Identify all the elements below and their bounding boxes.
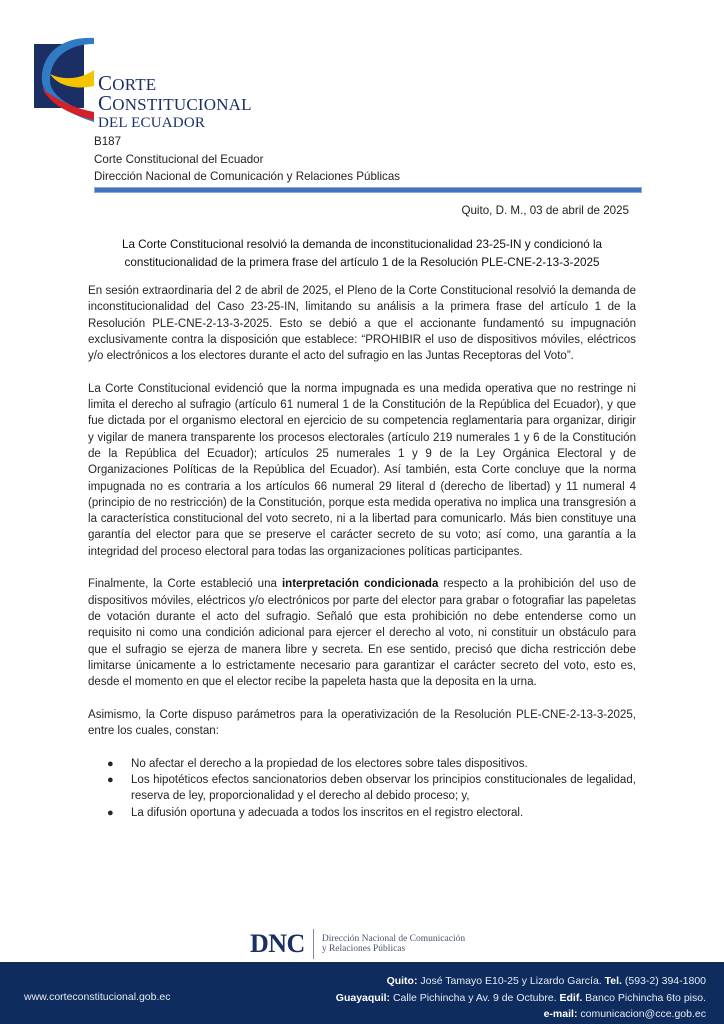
bullet-icon: ● <box>107 773 114 786</box>
paragraph-2: La Corte Constitucional evidenció que la norma impugnada es una medida operativa que no restringe ni limita el derecho al sufragio (artículo 61 numeral 1 de la Constitución de la República del Ecuador), y que fue dictada por el organismo electoral en ejercicio de su competencia reglamentaria para organizar, dirigir y vigilar de manera transparente los procesos electorales (artículo 219 numerales 1 y 6 de la Constitución de la República del Ecuador); artículos 25 numerales 1 y 9 de la Ley Orgánica Electoral y de Organizaciones Políticas de la República del Ecuador). Así también, esta Corte concluye que la norma impugnada no es contraria a los artículos 66 numeral 29 literal d (derecho de libertad) y 11 numeral 4 (principio de no restricción) de la Constitución, porque esta medida operativa no implica una transgresión a la característica constitucional del voto secreto, ni a la libertad para comunicarlo. Más bien constituye una garantía del elector para que se preserve el carácter secreto de su voto; así como, una garantía a la integridad del proceso electoral para todas las organizaciones políticas participantes. <box>88 382 636 558</box>
list-item: ● No afectar el derecho a la propiedad de los electores sobre tales dispositivos. <box>88 756 636 772</box>
bullet-icon: ● <box>107 806 114 819</box>
dnc-logo <box>250 928 465 960</box>
dnc-mark: DNC <box>250 929 305 958</box>
page-footer <box>0 962 724 1024</box>
logo-wordmark: CORTE CONSTITUCIONAL DEL ECUADOR <box>98 71 252 131</box>
document-header <box>94 133 400 186</box>
bulletin-code: B187 <box>94 135 122 148</box>
bullet-icon: ● <box>107 757 114 770</box>
header-divider <box>94 187 642 193</box>
institution-name: Corte Constitucional del Ecuador <box>94 152 264 166</box>
website-link[interactable]: www.corteconstitucional.gob.ec <box>24 991 171 1003</box>
press-release-body <box>88 283 636 821</box>
list-item: ● Los hipotéticos efectos sancionatorios deben observar los principios constitucionales de legalidad, reserva de ley, proporcionalidad y el derecho al debido proceso; y, <box>107 773 636 803</box>
guayaquil-address: Guayaquil: Calle Pichincha y Av. 9 de Octubre. Edif. Banco Pichincha 6to piso. <box>335 991 706 1004</box>
paragraph-4: Asimismo, la Corte dispuso parámetros para la operativización de la Resolución PLE-CNE-2-13-3-2025, entre los cuales, constan: <box>88 708 636 738</box>
quito-address: Quito: José Tamayo E10-25 y Lizardo García. Tel. (593-2) 394-1800 <box>386 975 706 987</box>
cce-emblem-icon <box>32 34 96 124</box>
parameters-list <box>88 756 636 821</box>
list-item: ● La difusión oportuna y adecuada a todos los inscritos en el registro electoral. <box>88 805 636 821</box>
emphasis-interpretacion: interpretación condicionada <box>281 578 439 591</box>
paragraph-1: En sesión extraordinaria del 2 de abril de 2025, el Pleno de la Corte Constitucional resolvió la demanda de inconstitucionalidad del Caso 23-25-IN, limitando su análisis a la primera frase del artículo 1 de la Resolución PLE-CNE-2-13-3-2025. Esto se debió a que el accionante fundamentó su impugnación exclusivamente contra la disposición que establece: “PROHIBIR el uso de dispositivos móviles, eléctricos y/o electrónicos a los electores durante el acto del sufragio en las Juntas Receptoras del Voto”. <box>88 285 636 363</box>
dnc-name: Dirección Nacional de Comunicación y Relaciones Públicas <box>321 933 466 954</box>
department-name: Dirección Nacional de Comunicación y Relaciones Públicas <box>94 170 401 183</box>
paragraph-3: Finalmente, la Corte estableció una interpretación condicionada respecto a la prohibición del uso de dispositivos móviles, eléctricos y/o electrónicos por parte del elector para grabar o fotografiar las papeletas de votación durante el acto del sufragio. Señaló que esta prohibición no debe entenderse como un requisito ni como una condición adicional para ejercer el derecho al voto, ni constituir un obstáculo para que el sufragio se ejerza de manera libre y secreta. En ese sentido, precisó que dicha restricción debe limitarse únicamente a lo estrictamente necesario para garantizar el carácter secreto del voto, esto es, desde el momento en que el elector recibe la papeleta hasta que la deposita en la urna. <box>88 578 636 689</box>
institution-logo <box>32 34 262 131</box>
email-contact[interactable]: e-mail: comunicacion@cce.gob.ec <box>543 1008 706 1020</box>
document-date: Quito, D. M., 03 de abril de 2025 <box>461 204 629 217</box>
press-release-title: La Corte Constitucional resolvió la demanda de inconstitucionalidad 23-25-IN y condicionó la constitucionalidad de la primera frase del artículo 1 de la Resolución PLE-CNE-2-13-3-2025 <box>121 238 603 269</box>
contact-info <box>336 973 706 1023</box>
dnc-separator <box>313 929 314 959</box>
